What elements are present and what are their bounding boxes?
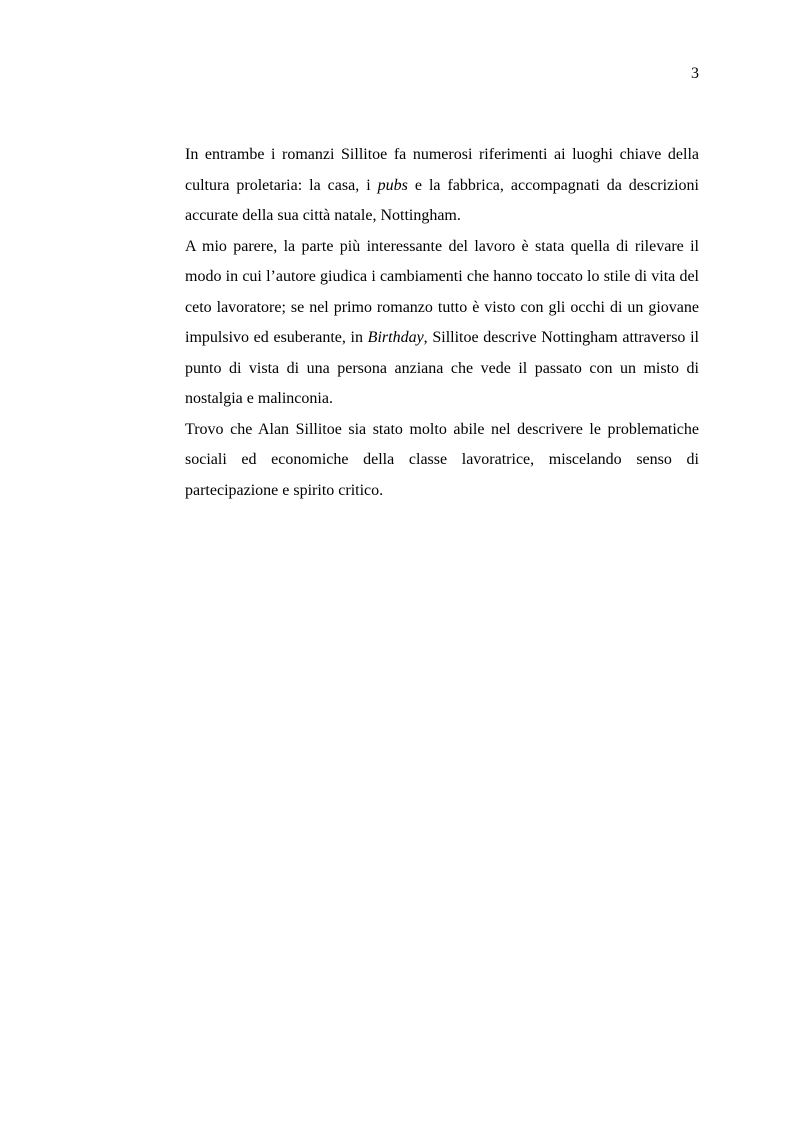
paragraph-1-text-a: In entrambe i romanzi Sillitoe fa numerosi riferimenti ai luoghi chiave della cultura proletaria: la casa, i (185, 146, 699, 194)
paragraph-1-text-b: e la fabbrica, accompagnati da descrizioni accurate della sua città natale, Nottingham. (185, 176, 700, 224)
paragraph-2 (185, 232, 699, 415)
body-text (185, 140, 699, 506)
paragraph-1-italic-pubs: pubs (377, 176, 408, 194)
paragraph-2-text-a: A mio parere, la parte più interessante del lavoro è stata quella di rilevare il modo in cui l’autore giudica i cambiamenti che hanno toccato lo stile di vita del ceto lavoratore; se nel primo romanzo tutto è visto con gli occhi di un giovane impulsivo ed esuberante, in (185, 237, 699, 346)
paragraph-3: Trovo che Alan Sillitoe sia stato molto abile nel descrivere le problematiche sociali ed economiche della classe lavoratrice, miscelando senso di partecipazione e spirito critico. (185, 420, 699, 499)
paragraph-2-text-b: , Sillitoe descrive Nottingham attraverso il punto di vista di una persona anziana che vede il passato con un misto di nostalgia e malinconia. (185, 329, 699, 407)
page-number: 3 (691, 65, 699, 82)
paragraph-1 (185, 140, 699, 232)
paragraph-2-italic-birthday: Birthday (367, 329, 424, 346)
